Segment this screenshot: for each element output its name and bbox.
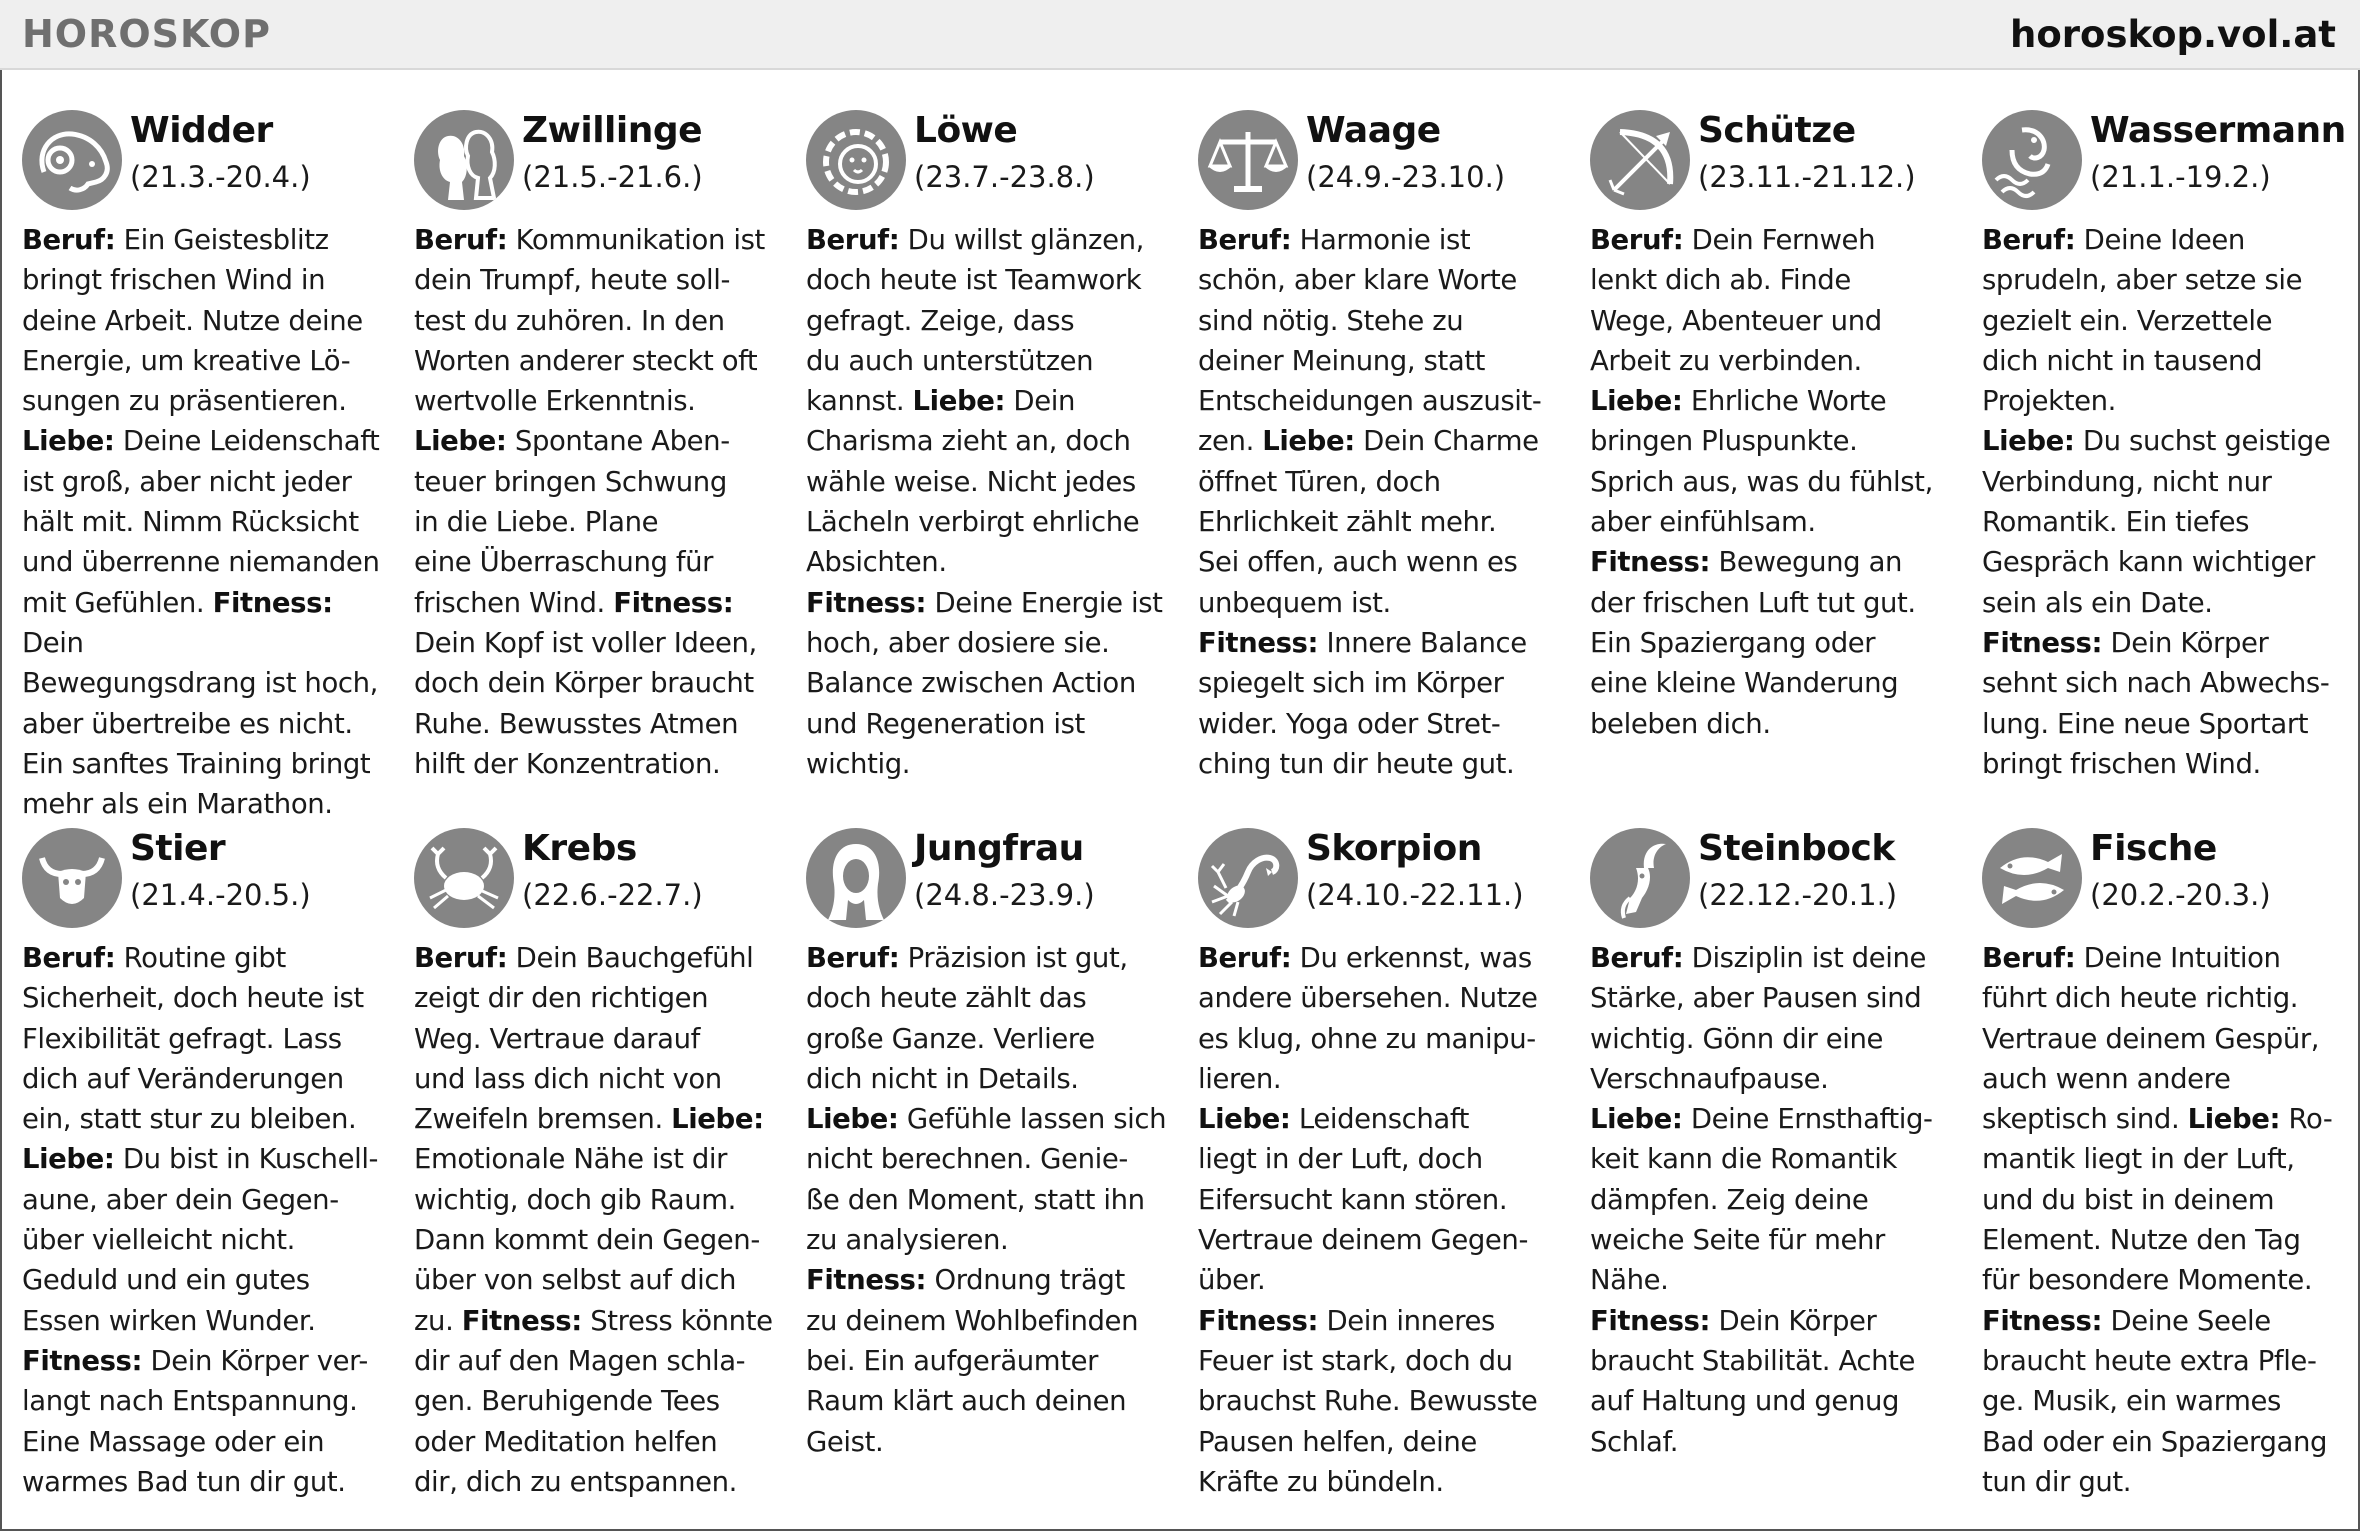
sign-text: Beruf: Du willst glänzen, doch heute ist Teamwork gefragt. Zeige, dass du auch unterstützen kannst. Liebe: Dein Charisma zieht an, doch wähle weise. Nicht jedes Lächeln verbirgt ehrliche Absichten. Fitness: Deine Energie ist hoch, aber dosiere sie. Balance zwischen Action und Regeneration ist wichtig. [806, 224, 1163, 780]
lion-icon [806, 110, 906, 210]
sign-dates: (21.1.-19.2.) [2090, 160, 2271, 194]
virgin-icon [806, 828, 906, 928]
sign-text: Beruf: Dein Fernweh lenkt dich ab. Finde Wege, Abenteuer und Arbeit zu verbinden. Liebe: Ehrliche Worte bringen Pluspunkte. Sprich aus, was du fühlst, aber einfühlsam. Fitness: Bewegung an der frischen Luft tut gut. Ein Spaziergang oder eine kleine Wanderung beleben dich. [1590, 224, 1933, 740]
sign-name: Zwillinge [522, 110, 703, 151]
goat-icon [1590, 828, 1690, 928]
scales-icon [1198, 110, 1298, 210]
sign-name: Krebs [522, 828, 637, 869]
sign-dates: (20.2.-20.3.) [2090, 878, 2271, 912]
sign-card-loewe [806, 110, 1176, 784]
sign-name: Waage [1306, 110, 1441, 151]
sign-card-fische [1982, 828, 2352, 1502]
sign-text: Beruf: Präzision ist gut, doch heute zählt das große Ganze. Verliere dich nicht in Details. Liebe: Gefühle lassen sich nicht berechnen. Genie- ße den Moment, statt ihn zu analysieren. Fitness: Ordnung trägt zu deinem Wohlbefinden bei. Ein aufgeräumter Raum klärt auch deinen Geist. [806, 942, 1167, 1458]
sign-card-widder [22, 110, 392, 824]
sign-text: Beruf: Harmonie ist schön, aber klare Worte sind nötig. Stehe zu deiner Meinung, statt Entscheidungen auszusit- zen. Liebe: Dein Charme öffnet Türen, doch Ehrlichkeit zählt mehr. Sei offen, auch wenn es unbequem ist. Fitness: Innere Balance spiegelt sich im Körper wider. Yoga oder Stret- ching tun dir heute gut. [1198, 224, 1542, 780]
header-bar [0, 0, 2360, 70]
sign-dates: (24.10.-22.11.) [1306, 878, 1524, 912]
sign-dates: (24.9.-23.10.) [1306, 160, 1506, 194]
water-bearer-icon [1982, 110, 2082, 210]
sign-name: Skorpion [1306, 828, 1482, 869]
sign-card-jungfrau [806, 828, 1176, 1462]
sign-card-schuetze [1590, 110, 1960, 744]
sign-dates: (21.3.-20.4.) [130, 160, 311, 194]
sign-dates: (23.7.-23.8.) [914, 160, 1095, 194]
sign-text: Beruf: Du erkennst, was andere übersehen. Nutze es klug, ohne zu manipu- lieren. Liebe: Leidenschaft liegt in der Luft, doch Eifersucht kann stören. Vertraue deinem Gegen- über. Fitness: Dein inneres Feuer ist stark, doch du brauchst Ruhe. Bewusste Pausen helfen, deine Kräfte zu bündeln. [1198, 942, 1538, 1498]
sign-text: Beruf: Kommunikation ist dein Trumpf, heute soll- test du zuhören. In den Worten anderer steckt oft wertvolle Erkenntnis. Liebe: Spontane Aben- teuer bringen Schwung in die Liebe. Plane eine Überraschung für frischen Wind. Fitness: Dein Kopf ist voller Ideen, doch dein Körper braucht Ruhe. Bewusstes Atmen hilft der Konzentration. [414, 224, 765, 780]
twins-icon [414, 110, 514, 210]
bull-icon [22, 828, 122, 928]
fish-icon [1982, 828, 2082, 928]
section-title: HOROSKOP [22, 12, 271, 56]
site-url: horoskop.vol.at [2010, 13, 2336, 56]
sign-card-stier [22, 828, 392, 1502]
sign-dates: (21.4.-20.5.) [130, 878, 311, 912]
sign-name: Widder [130, 110, 273, 151]
sign-text: Beruf: Disziplin ist deine Stärke, aber Pausen sind wichtig. Gönn dir eine Verschnaufpause. Liebe: Deine Ernsthaftig- keit kann die Romantik dämpfen. Zeig deine weiche Seite für mehr Nähe. Fitness: Dein Körper braucht Stabilität. Achte auf Haltung und genug Schlaf. [1590, 942, 1933, 1458]
bow-arrow-icon [1590, 110, 1690, 210]
ram-icon [22, 110, 122, 210]
crab-icon [414, 828, 514, 928]
sign-card-waage [1198, 110, 1568, 784]
sign-text: Beruf: Deine Intuition führt dich heute richtig. Vertraue deinem Gespür, auch wenn andere skeptisch sind. Liebe: Ro- mantik liegt in der Luft, und du bist in deinem Element. Nutze den Tag für besondere Momente. Fitness: Deine Seele braucht heute extra Pfle- ge. Musik, ein warmes Bad oder ein Spaziergang tun dir gut. [1982, 942, 2333, 1498]
sign-name: Steinbock [1698, 828, 1895, 869]
sign-card-wassermann [1982, 110, 2352, 784]
sign-dates: (21.5.-21.6.) [522, 160, 703, 194]
sign-card-skorpion [1198, 828, 1568, 1502]
sign-card-steinbock [1590, 828, 1960, 1462]
sign-name: Wassermann [2090, 110, 2346, 151]
sign-text: Beruf: Routine gibt Sicherheit, doch heute ist Flexibilität gefragt. Lass dich auf Veränderungen ein, statt stur zu bleiben. Liebe: Du bist in Kuschell- aune, aber dein Gegen- über vielleicht nicht. Geduld und ein gutes Essen wirken Wunder. Fitness: Dein Körper ver- langt nach Entspannung. Eine Massage oder ein warmes Bad tun dir gut. [22, 942, 379, 1498]
scorpion-icon [1198, 828, 1298, 928]
sign-text: Beruf: Deine Ideen sprudeln, aber setze sie gezielt ein. Verzettele dich nicht in tausend Projekten. Liebe: Du suchst geistige Verbindung, nicht nur Romantik. Ein tiefes Gespräch kann wichtiger sein als ein Date. Fitness: Dein Körper sehnt sich nach Abwechs- lung. Eine neue Sportart bringt frischen Wind. [1982, 224, 2331, 780]
sign-dates: (24.8.-23.9.) [914, 878, 1095, 912]
sign-name: Jungfrau [914, 828, 1084, 869]
sign-name: Fische [2090, 828, 2217, 869]
sign-card-krebs [414, 828, 784, 1502]
sign-name: Stier [130, 828, 226, 869]
sign-text: Beruf: Dein Bauchgefühl zeigt dir den richtigen Weg. Vertraue darauf und lass dich nicht von Zweifeln bremsen. Liebe: Emotionale Nähe ist dir wichtig, doch gib Raum. Dann kommt dein Gegen- über von selbst auf dich zu. Fitness: Stress könnte dir auf den Magen schla- gen. Beruhigende Tees oder Meditation helfen dir, dich zu entspannen. [414, 942, 773, 1498]
sign-card-zwillinge [414, 110, 784, 784]
sign-text: Beruf: Ein Geistesblitz bringt frischen Wind in deine Arbeit. Nutze deine Energie, um kreative Lö- sungen zu präsentieren. Liebe: Deine Leidenschaft ist groß, aber nicht jeder hält mit. Nimm Rücksicht und überrenne niemanden mit Gefühlen. Fitness: Dein Bewegungsdrang ist hoch, aber übertreibe es nicht. Ein sanftes Training bringt mehr als ein Marathon. [22, 224, 380, 821]
sign-name: Löwe [914, 110, 1018, 151]
sign-dates: (23.11.-21.12.) [1698, 160, 1916, 194]
sign-name: Schütze [1698, 110, 1856, 151]
sign-dates: (22.12.-20.1.) [1698, 878, 1898, 912]
sign-dates: (22.6.-22.7.) [522, 878, 703, 912]
